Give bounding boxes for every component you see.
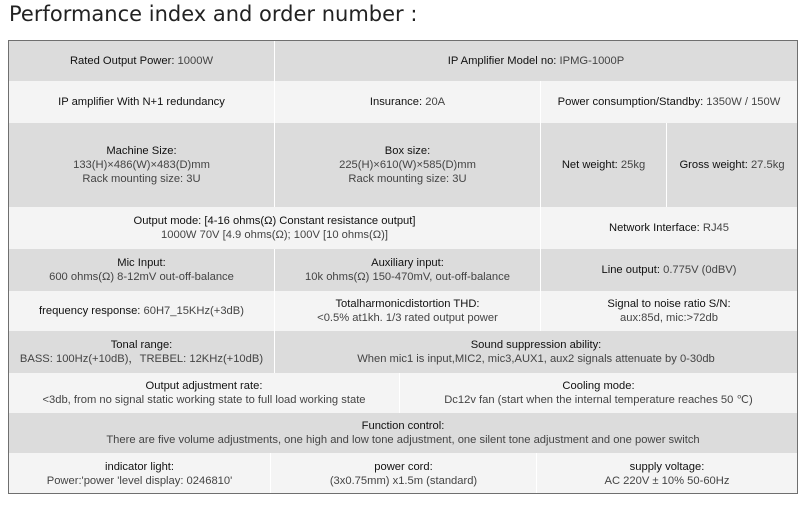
- cell-detail: Rack mounting size: 3U: [348, 173, 467, 185]
- table-cell: [275, 81, 541, 123]
- table-cell: [275, 331, 797, 373]
- cell-detail: Power:'power 'level display: 0246810': [46, 474, 233, 487]
- cell-label: Rated Output Power:: [69, 55, 175, 67]
- cell-label: frequency response:: [39, 305, 141, 317]
- cell-detail: AC 220V ± 10% 50-60Hz: [604, 474, 730, 487]
- cell-title: Sound suppression ability:: [470, 339, 602, 351]
- cell-detail: (3x0.75mm) x1.5m (standard): [329, 474, 478, 487]
- cell-detail: 10k ohms(Ω) 150-470mV, out-off-balance: [305, 271, 510, 283]
- table-cell: [9, 81, 275, 123]
- cell-title: Cooling mode:: [562, 380, 635, 392]
- cell-label: Gross weight:: [679, 159, 748, 171]
- cell-label: Power consumption/Standby:: [557, 96, 704, 108]
- cell-title: Output adjustment rate:: [145, 380, 263, 392]
- table-cell: [541, 207, 797, 249]
- cell-label: Insurance:: [369, 96, 423, 108]
- cell-detail: <0.5% at1kh. 1/3 rated output power: [317, 312, 498, 324]
- cell-label: Network Interface:: [608, 222, 700, 234]
- table-cell: [9, 291, 275, 331]
- cell-value: 60H7_15KHz(+3dB): [140, 305, 244, 317]
- table-cell: [275, 249, 541, 291]
- cell-detail: BASS: 100Hz(+10dB)，TREBEL: 12KHz(+10dB): [19, 353, 264, 365]
- table-cell: [9, 41, 275, 81]
- cell-title: Output mode: [4-16 ohms(Ω) Constant resistance output]: [133, 215, 416, 227]
- page-title: Performance index and order number :: [9, 2, 418, 26]
- table-cell: [275, 41, 797, 81]
- cell-detail: 600 ohms(Ω) 8-12mV out-off-balance: [49, 271, 234, 283]
- cell-detail: <3db, from no signal static working state to full load working state: [42, 394, 366, 406]
- cell-value: 1000W: [174, 55, 214, 67]
- cell-title: Auxiliary input:: [371, 257, 444, 269]
- table-row: [9, 331, 797, 373]
- cell-detail: There are five volume adjustments, one high and low tone adjustment, one silent tone adjustment and one power switch: [106, 434, 700, 446]
- table-cell: [9, 413, 797, 453]
- table-row: [9, 373, 797, 413]
- cell-title: indicator light:: [104, 460, 175, 473]
- cell-title: Function control:: [361, 420, 445, 432]
- table-row: [9, 207, 797, 249]
- cell-label: IP Amplifier Model no:: [447, 55, 557, 67]
- cell-detail: 133(H)×486(W)×483(D)mm: [73, 159, 210, 171]
- table-cell: [541, 249, 797, 291]
- table-cell: [9, 331, 275, 373]
- cell-label: Net weight:: [561, 159, 618, 171]
- table-cell: [271, 453, 537, 494]
- table-row: [9, 413, 797, 453]
- table-cell: [541, 291, 797, 331]
- cell-value: RJ45: [699, 222, 729, 234]
- table-row: [9, 291, 797, 331]
- table-cell: [400, 373, 797, 413]
- cell-title: Mic Input:: [117, 257, 166, 269]
- cell-value: 25kg: [617, 159, 646, 171]
- cell-title: Box size:: [384, 145, 431, 157]
- cell-detail: aux:85d, mic:>72db: [620, 312, 718, 324]
- cell-title: supply voltage:: [629, 460, 705, 473]
- table-cell: [541, 81, 797, 123]
- table-row: [9, 41, 797, 81]
- table-row: [9, 81, 797, 123]
- cell-detail: Dc12v fan (start when the internal temperature reaches 50 ℃): [444, 394, 753, 406]
- table-cell: [9, 123, 275, 207]
- table-cell: [9, 453, 271, 494]
- cell-value: 1350W / 150W: [703, 96, 781, 108]
- cell-detail: 1000W 70V [4.9 ohms(Ω); 100V [10 ohms(Ω)]: [161, 229, 388, 241]
- cell-title: Tonal range:: [110, 339, 173, 351]
- cell-detail: When mic1 is input,MIC2, mic3,AUX1, aux2 signals attenuate by 0-30db: [357, 353, 715, 365]
- cell-value: 20A: [422, 96, 446, 108]
- cell-label: IP amplifier With N+1 redundancy: [58, 96, 225, 108]
- spec-table: [8, 40, 798, 494]
- cell-detail: 225(H)×610(W)×585(D)mm: [339, 159, 476, 171]
- table-row: [9, 123, 797, 207]
- table-cell: [9, 249, 275, 291]
- table-cell: [541, 123, 667, 207]
- cell-title: Machine Size:: [106, 145, 177, 157]
- table-cell: [9, 207, 541, 249]
- cell-detail: Rack mounting size: 3U: [82, 173, 201, 185]
- cell-title: Totalharmonicdistortion THD:: [335, 298, 480, 310]
- cell-value: IPMG-1000P: [556, 55, 625, 67]
- cell-value: 27.5kg: [747, 159, 785, 171]
- table-row: [9, 453, 797, 494]
- cell-title: Signal to noise ratio S/N:: [607, 298, 731, 310]
- table-cell: [9, 373, 400, 413]
- table-cell: [537, 453, 797, 494]
- cell-label: Line output:: [601, 264, 660, 276]
- table-cell: [275, 123, 541, 207]
- cell-title: power cord:: [374, 460, 433, 473]
- cell-value: 0.775V (0dBV): [659, 264, 737, 276]
- table-cell: [667, 123, 797, 207]
- table-row: [9, 249, 797, 291]
- table-cell: [275, 291, 541, 331]
